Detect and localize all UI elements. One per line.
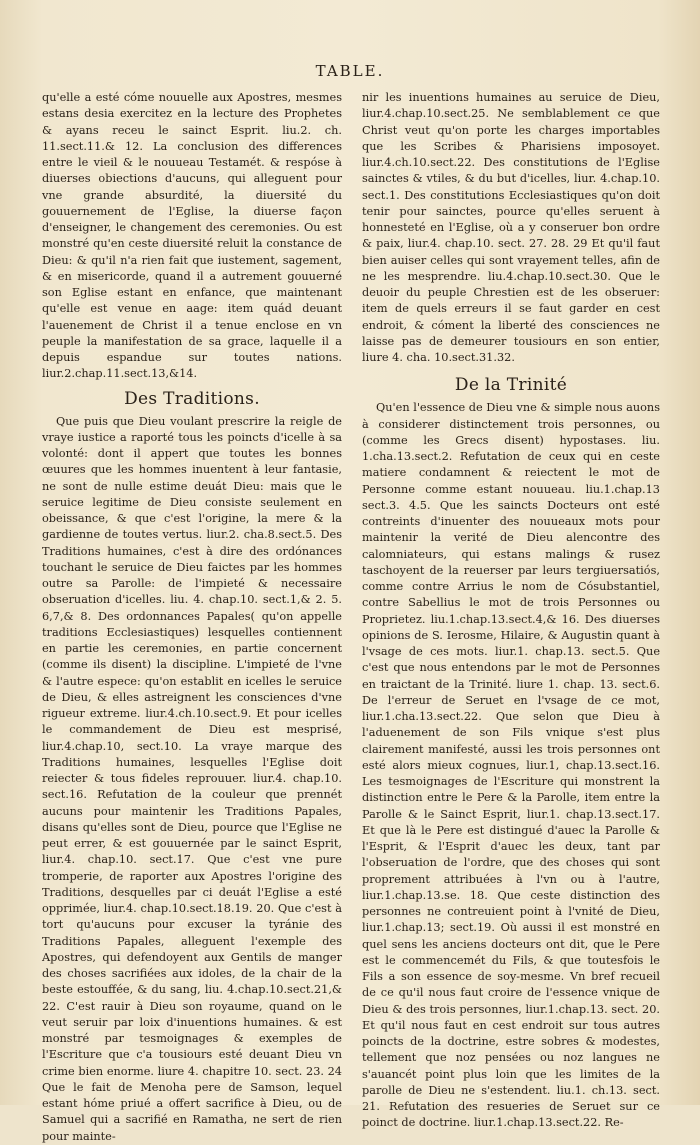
left-column xyxy=(42,90,342,1145)
section-heading-trinite: De la Trinité xyxy=(454,375,568,396)
right-column xyxy=(362,90,660,1132)
running-head: TABLE. xyxy=(315,62,385,80)
section-body-trinite: Qu'en l'essence de Dieu vne & simple nous auons à considerer distinctement trois personnes, ou (comme les Grecs disent) hypostases. liu. 1.cha.13.sect.2. Refutation de ceux qui en ceste matiere condamnent & reiectent le mot de Personne comme estant nouueau. liu.1.chap.13 sect.3. 4.5. Que les saincts Docteurs ont esté contreints d'inuenter des nouueaux mots pour maintenir la verité de Dieu alencontre des calomniateurs, qui estans malings & rusez taschoyent de la reuerser par leurs tergiuersatiós, comme contre Arrius le nom de Cósubstantiel, contre Sabellius le mot de trois Personnes ou Proprietez. liu.1.chap.13.sect.4,& 16. Des diuerses opinions de S. Ierosme, Hilaire, & Augustin quant à l'vsage de ces mots. liur.1. chap.13. sect.5. Que c'est que nous entendons par le mot de Personnes en traictant de la Trinité. liure 1. chap. 13. sect.6. De l'erreur de Seruet en l'vsage de ce mot, liur.1.cha.13.sect.22. Que selon que Dieu à l'aduenement de son Fils vnique s'est plus clairement manifesté, aussi les trois personnes ont esté alors mieux cognues, liur.1, chap.13.sect.16. Les tesmoignages de l'Escriture qui monstrent la distinction entre le Pere & la Parolle, item entre la Parolle & le Sainct Esprit, liur.1. chap.13.sect.17. Et que là le Pere est distingué d'auec la Parolle & l'Esprit, & l'Esprit d'auec les deux, tant par l'obseruation de l'ordre, que des choses qui sont proprement attribuées à l'vn ou à l'autre, liur.1.chap.13.se. 18. Que ceste distinction des personnes ne contreuient point à l'vnité de Dieu, liur.1.chap.13; sect.19. Où aussi il est monstré en quel sens les anciens docteurs ont dit, que le Pere est le commencemét du Fils, & que toutesfois le Fils a son essence de soy-mesme. Vn bref recueil de ce qu'il nous faut croire de l'essence vnique de Dieu & des trois personnes, liur.1.chap.13. sect. 20. Et qu'il nous faut en cest endroit sur tous autres poincts de la doctrine, estre sobres & modestes, tellement que noz pensées ou noz langues ne s'auancét point plus loin que les limites de la parolle de Dieu ne s'estendent. liu.1. ch.13. sect. 21. Refutation des resueries de Seruet sur ce poinct de doctrine. liur.1.chap.13.sect.22. Re- xyxy=(362,401,660,1130)
continued-paragraph: nir les inuentions humaines au seruice de Dieu, liur.4.chap.10.sect.25. Ne semblablement ce que Christ veut qu'on porte les charges importables que les Scribes & Pharisiens imposoyet. liur.4.ch.10.sect.22. Des constitutions de l'Eglise sainctes & vtiles, & du but d'icelles, liur. 4.chap.10. sect.1. Des constitutions Ecclesiastiques qu'on doit tenir pour sainctes, pource qu'elles seruent à honnesteté en l'Eglise, où a y conseruer bon ordre & paix, liur.4. chap.10. sect. 27. 28. 29 Et qu'il faut bien auiser celles qui sont vrayement telles, afin de ne les mesprendre. liu.4.chap.10.sect.30. Que le deuoir du peuple Chrestien est de les obseruer: item de quels erreurs il se faut garder en cest endroit, & cóment la liberté des consciences ne laisse pas de demeurer tousiours en son entier, liure 4. cha. 10.sect.31.32. xyxy=(362,91,660,364)
continued-paragraph: qu'elle a esté cóme nouuelle aux Apostres, mesmes estans desia exercitez en la lecture des Prophetes & ayans receu le sainct Esprit. liu.2. ch. 11.sect.11.& 12. La conclusion des differences entre le vieil & le nouueau Testamét. & respóse à diuerses obiections d'aucuns, qui alleguent pour vne grande absurdité, la diuersité du gouuernement de l'Eglise, la diuerse façon d'enseigner, le changement des ceremonies. Ou est monstré qu'en ceste diuersité reluit la constance de Dieu: & qu'il n'a rien fait que iustement, sagement, & en misericorde, quand il a autrement gouuerné son Eglise estant en enfance, que maintenant qu'elle est venue en aage: item quád deuant l'auenement de Christ il a tenue enclose en vn peuple la manifestation de sa grace, laquelle il a depuis espandue sur toutes nations. liur.2.chap.11.sect.13,&14. xyxy=(42,91,342,381)
section-body-traditions: Que puis que Dieu voulant prescrire la reigle de vraye iustice a raporté tous les poincts d'icelle à sa volonté: dont il appert que toutes les bonnes œuures que les hommes inuentent à leur fantasie, ne sont de nulle estime deuát Dieu: mais que le seruice legitime de Dieu consiste seulement en obeissance, & que c'est l'origine, la mere & la gardienne de toutes vertus. liur.2. cha.8.sect.5. Des Traditions humaines, c'est à dire des ordónances touchant le seruice de Dieu faictes par les hommes outre sa Parolle: de l'impieté & necessaire obseruation d'icelles. liu. 4. chap.10. sect.1,& 2. 5. 6,7,& 8. Des ordonnances Papales( qu'on appelle traditions Ecclesiastiques) lesquelles contiennent en partie les ceremonies, en partie concernent (comme ils disent) la discipline. L'impieté de l'vne & l'autre espece: qu'on establit en icelles le seruice de Dieu, & elles astreignent les consciences d'vne rigueur extreme. liur.4.ch.10.sect.9. Et pour icelles le commandement de Dieu est mesprisé, liur.4.chap.10, sect.10. La vraye marque des Traditions humaines, lesquelles l'Eglise doit reiecter & tous fideles reprouuer. liur.4. chap.10. sect.16. Refutation de la couleur que prennét aucuns pour maintenir les Traditions Papales, disans qu'elles sont de Dieu, pource que l'Eglise ne peut errer, & est gouuernée par le sainct Esprit, liur.4. chap.10. sect.17. Que c'est vne pure tromperie, de raporter aux Apostres l'origine des Traditions, desquelles par ci deuát l'Eglise a esté opprimée, liur.4. chap.10.sect.18.19. 20. Que c'est à tort qu'aucuns pour excuser la tyránie des Traditions Papales, alleguent l'exemple des Apostres, qui defendoyent aux Gentils de manger des choses sacrifiées aux idoles, de la chair de la beste estouffée, & du sang, liu. 4.chap.10.sect.21,& 22. C'est rauir à Dieu son royaume, quand on le veut seruir par loix d'inuentions humaines. & est monstré par tesmoignages & exemples de l'Escriture que c'a tousiours esté deuant Dieu vn crime bien enorme. liure 4. chapitre 10. sect. 23. 24 Que le fait de Menoha pere de Samson, lequel estant hóme priué a offert sacrifice à Dieu, ou de Samuel qui a sacrifié en Ramatha, ne sert de rien pour mainte- xyxy=(42,414,342,1143)
section-heading-traditions: Des Traditions. xyxy=(124,388,260,409)
